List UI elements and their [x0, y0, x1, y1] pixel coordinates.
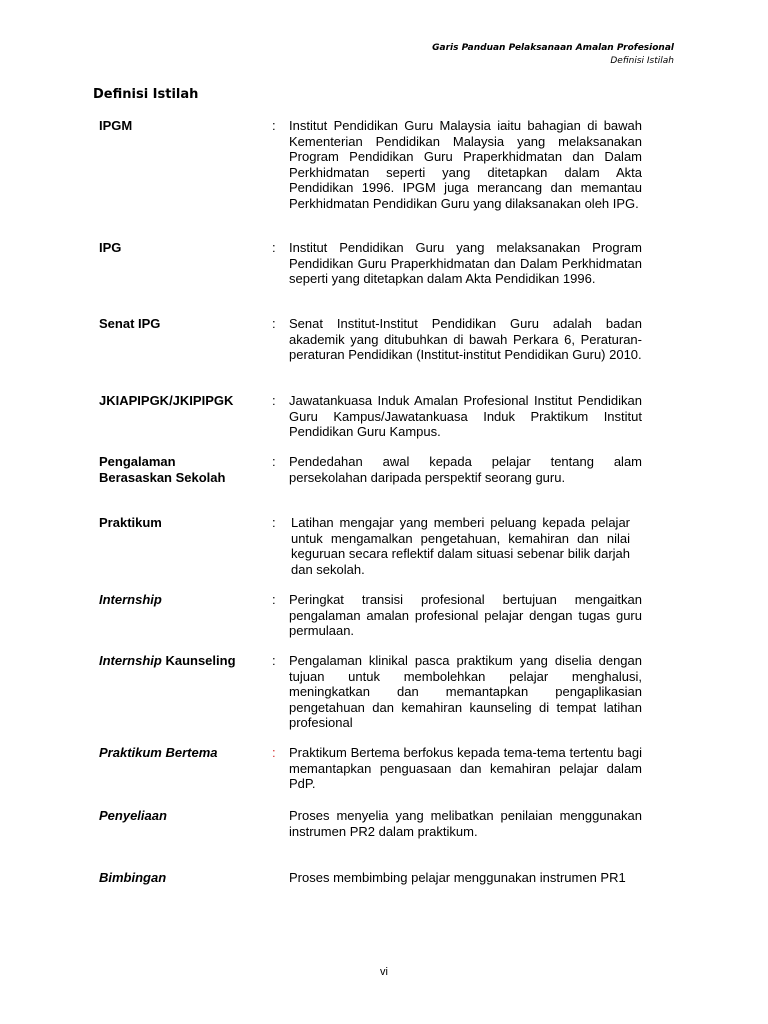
- definition: Proses menyelia yang melibatkan penilaian menggunakan instrumen PR2 dalam praktikum.: [289, 808, 642, 839]
- term: IPGM: [99, 118, 133, 133]
- term-text: Internship: [99, 592, 162, 607]
- colon: :: [272, 745, 276, 760]
- term-italic: Internship: [99, 653, 162, 668]
- term: Senat IPG: [99, 316, 161, 331]
- term: [99, 653, 269, 669]
- page-number: vi: [380, 966, 388, 978]
- colon: :: [272, 316, 276, 331]
- colon: :: [272, 118, 276, 133]
- definition: Pendedahan awal kepada pelajar tentang alam persekolahan daripada perspektif seorang guru.: [289, 454, 642, 485]
- term: JKIAPIPGK/JKIPIPGK: [99, 393, 234, 408]
- term: [99, 592, 269, 608]
- term: Praktikum: [99, 515, 162, 530]
- definition: Senat Institut-Institut Pendidikan Guru adalah badan akademik yang ditubuhkan di bawah Perkara 6, Peraturan-peraturan Pendidikan (Institut-institut Pendidikan Guru) 2010.: [289, 316, 642, 362]
- definition: Proses membimbing pelajar menggunakan instrumen PR1: [289, 870, 626, 885]
- colon: :: [272, 393, 276, 408]
- running-header: [432, 42, 674, 68]
- definition: Latihan mengajar yang memberi peluang kepada pelajar untuk mengamalkan pengetahuan, kemahiran dan nilai keguruan secara reflektif dalam situasi sebenar bilik darjah dan sekolah.: [291, 515, 630, 577]
- header-document-title: Garis Panduan Pelaksanaan Amalan Profesional: [432, 43, 674, 53]
- term-line: Berasaskan Sekolah: [99, 470, 226, 485]
- definition: Institut Pendidikan Guru yang melaksanakan Program Pendidikan Guru Praperkhidmatan dan Dalam Perkhidmatan seperti yang ditetapkan dalam Akta Pendidikan 1996.: [289, 240, 642, 286]
- definition: Pengalaman klinikal pasca praktikum yang diselia dengan tujuan untuk membolehkan pelajar menghalusi, meningkatkan dan memantapkan pengaplikasian pengetahuan dan kemahiran kaunseling di tempat latihan profesional: [289, 653, 642, 730]
- term-text: Praktikum Bertema: [99, 745, 218, 760]
- colon: :: [272, 653, 276, 668]
- term: IPG: [99, 240, 122, 255]
- colon: :: [272, 592, 276, 607]
- term-line: Pengalaman: [99, 454, 176, 469]
- definition: Praktikum Bertema berfokus kepada tema-tema tertentu bagi memantapkan penguasaan dan kemahiran pelajar dalam PdP.: [289, 745, 642, 791]
- definition: Institut Pendidikan Guru Malaysia iaitu bahagian di bawah Kementerian Pendidikan Malaysia yang melaksanakan Program Pendidikan Guru Praperkhidmatan dan Dalam Perkhidmatan seperti yang ditetapkan dalam Akta Pendidikan 1996. IPGM juga merancang dan memantau Perkhidmatan Pendidikan Guru yang dilaksanakan oleh IPG.: [289, 118, 642, 211]
- colon: :: [272, 515, 276, 530]
- definition: Peringkat transisi profesional bertujuan mengaitkan pengalaman amalan profesional pelajar dengan tugas guru permulaan.: [289, 592, 642, 638]
- term-normal: Kaunseling: [161, 653, 236, 668]
- colon: :: [272, 454, 276, 469]
- term: [99, 808, 269, 824]
- term-text: Bimbingan: [99, 870, 167, 885]
- colon: :: [272, 240, 276, 255]
- term-text: Penyeliaan: [99, 808, 167, 823]
- term: [99, 745, 269, 761]
- term: [99, 454, 269, 486]
- term: [99, 870, 269, 886]
- page-title: Definisi Istilah: [93, 87, 199, 102]
- header-section-title: Definisi Istilah: [610, 56, 674, 66]
- definition: Jawatankuasa Induk Amalan Profesional Institut Pendidikan Guru Kampus/Jawatankuasa Induk Praktikum Institut Pendidikan Guru Kampus.: [289, 393, 642, 439]
